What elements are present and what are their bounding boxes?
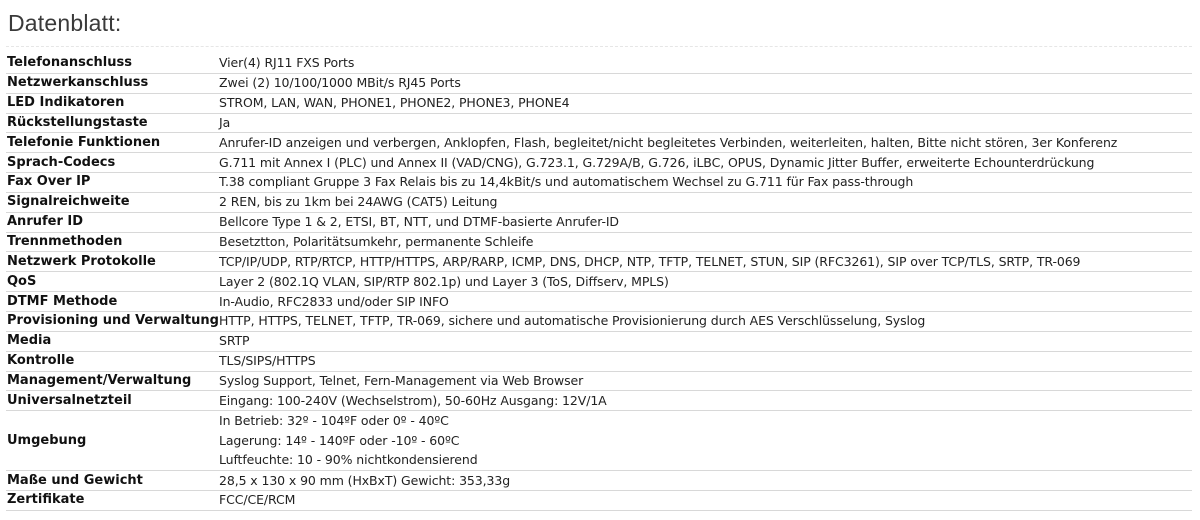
table-row bbox=[6, 173, 1192, 193]
table-row bbox=[6, 272, 1192, 292]
spec-label: Signalreichweite bbox=[6, 192, 218, 212]
spec-value: TCP/IP/UDP, RTP/RTCP, HTTP/HTTPS, ARP/RARP, ICMP, DNS, DHCP, NTP, TFTP, TELNET, STUN, SIP (RFC3261), SIP over TCP/TLS, SRTP, TR-069 bbox=[218, 252, 1192, 272]
spec-label: Telefonie Funktionen bbox=[6, 133, 218, 153]
spec-value: 28,5 x 130 x 90 mm (HxBxT) Gewicht: 353,33g bbox=[218, 471, 1192, 491]
spec-value: Anrufer-ID anzeigen und verbergen, Anklopfen, Flash, begleitet/nicht begleitetes Verbinden, weiterleiten, halten, Bitte nicht stören, 3er Konferenz bbox=[218, 133, 1192, 153]
spec-value: Zwei (2) 10/100/1000 MBit/s RJ45 Ports bbox=[218, 73, 1192, 93]
spec-value: STROM, LAN, WAN, PHONE1, PHONE2, PHONE3, PHONE4 bbox=[218, 93, 1192, 113]
spec-value-line: Lagerung: 14º - 140ºF oder -10º - 60ºC bbox=[219, 432, 460, 448]
spec-label: Telefonanschluss bbox=[6, 54, 218, 73]
spec-label: DTMF Methode bbox=[6, 292, 218, 312]
spec-label: Fax Over IP bbox=[6, 173, 218, 193]
spec-label: Management/Verwaltung bbox=[6, 371, 218, 391]
table-row bbox=[6, 391, 1192, 411]
spec-value: FCC/CE/RCM bbox=[218, 491, 1192, 511]
spec-value: G.711 mit Annex I (PLC) und Annex II (VAD/CNG), G.723.1, G.729A/B, G.726, iLBC, OPUS, Dynamic Jitter Buffer, erweiterte Echounterdrückung bbox=[218, 153, 1192, 173]
datasheet-table bbox=[6, 54, 1192, 511]
spec-value: Vier(4) RJ11 FXS Ports bbox=[218, 54, 1192, 73]
table-row bbox=[6, 192, 1192, 212]
spec-value: Ja bbox=[218, 113, 1192, 133]
table-row bbox=[6, 311, 1192, 331]
spec-label: Sprach-Codecs bbox=[6, 153, 218, 173]
table-row bbox=[6, 212, 1192, 232]
page-title: Datenblatt: bbox=[8, 10, 122, 36]
table-row bbox=[6, 54, 1192, 73]
spec-value: 2 REN, bis zu 1km bei 24AWG (CAT5) Leitung bbox=[218, 192, 1192, 212]
spec-label: Umgebung bbox=[6, 411, 218, 471]
spec-label: LED Indikatoren bbox=[6, 93, 218, 113]
spec-value: Besetztton, Polaritätsumkehr, permanente Schleife bbox=[218, 232, 1192, 252]
table-row bbox=[6, 93, 1192, 113]
spec-label: Netzwerkanschluss bbox=[6, 73, 218, 93]
spec-value: Eingang: 100-240V (Wechselstrom), 50-60Hz Ausgang: 12V/1A bbox=[218, 391, 1192, 411]
spec-value: Bellcore Type 1 & 2, ETSI, BT, NTT, und DTMF-basierte Anrufer-ID bbox=[218, 212, 1192, 232]
spec-value: Syslog Support, Telnet, Fern-Management via Web Browser bbox=[218, 371, 1192, 391]
table-row bbox=[6, 113, 1192, 133]
spec-label: Trennmethoden bbox=[6, 232, 218, 252]
table-row bbox=[6, 371, 1192, 391]
spec-label: Provisioning und Verwaltung bbox=[6, 311, 218, 331]
spec-value bbox=[218, 411, 1192, 471]
spec-value: TLS/SIPS/HTTPS bbox=[218, 351, 1192, 371]
spec-label: Media bbox=[6, 331, 218, 351]
spec-label: Maße und Gewicht bbox=[6, 471, 218, 491]
spec-label: Kontrolle bbox=[6, 351, 218, 371]
spec-value: Layer 2 (802.1Q VLAN, SIP/RTP 802.1p) und Layer 3 (ToS, Diffserv, MPLS) bbox=[218, 272, 1192, 292]
table-row bbox=[6, 471, 1192, 491]
table-row bbox=[6, 232, 1192, 252]
table-row bbox=[6, 351, 1192, 371]
spec-label: QoS bbox=[6, 272, 218, 292]
spec-label: Anrufer ID bbox=[6, 212, 218, 232]
table-row bbox=[6, 331, 1192, 351]
spec-value: SRTP bbox=[218, 331, 1192, 351]
spec-label: Netzwerk Protokolle bbox=[6, 252, 218, 272]
table-row bbox=[6, 133, 1192, 153]
table-row bbox=[6, 411, 1192, 471]
spec-value-line: In Betrieb: 32º - 104ºF oder 0º - 40ºC bbox=[219, 413, 449, 429]
spec-value: In-Audio, RFC2833 und/oder SIP INFO bbox=[218, 292, 1192, 312]
table-row bbox=[6, 153, 1192, 173]
table-row bbox=[6, 73, 1192, 93]
table-row bbox=[6, 292, 1192, 312]
datasheet-table-body bbox=[6, 54, 1192, 510]
spec-label: Rückstellungstaste bbox=[6, 113, 218, 133]
spec-value: HTTP, HTTPS, TELNET, TFTP, TR-069, sichere und automatische Provisionierung durch AES Verschlüsselung, Syslog bbox=[218, 311, 1192, 331]
spec-label: Universalnetzteil bbox=[6, 391, 218, 411]
table-row bbox=[6, 252, 1192, 272]
table-row bbox=[6, 491, 1192, 511]
spec-value: T.38 compliant Gruppe 3 Fax Relais bis zu 14,4kBit/s und automatischem Wechsel zu G.711 für Fax pass-through bbox=[218, 173, 1192, 193]
title-divider bbox=[6, 46, 1192, 47]
spec-label: Zertifikate bbox=[6, 491, 218, 511]
spec-value-line: Luftfeuchte: 10 - 90% nichtkondensierend bbox=[219, 452, 478, 468]
